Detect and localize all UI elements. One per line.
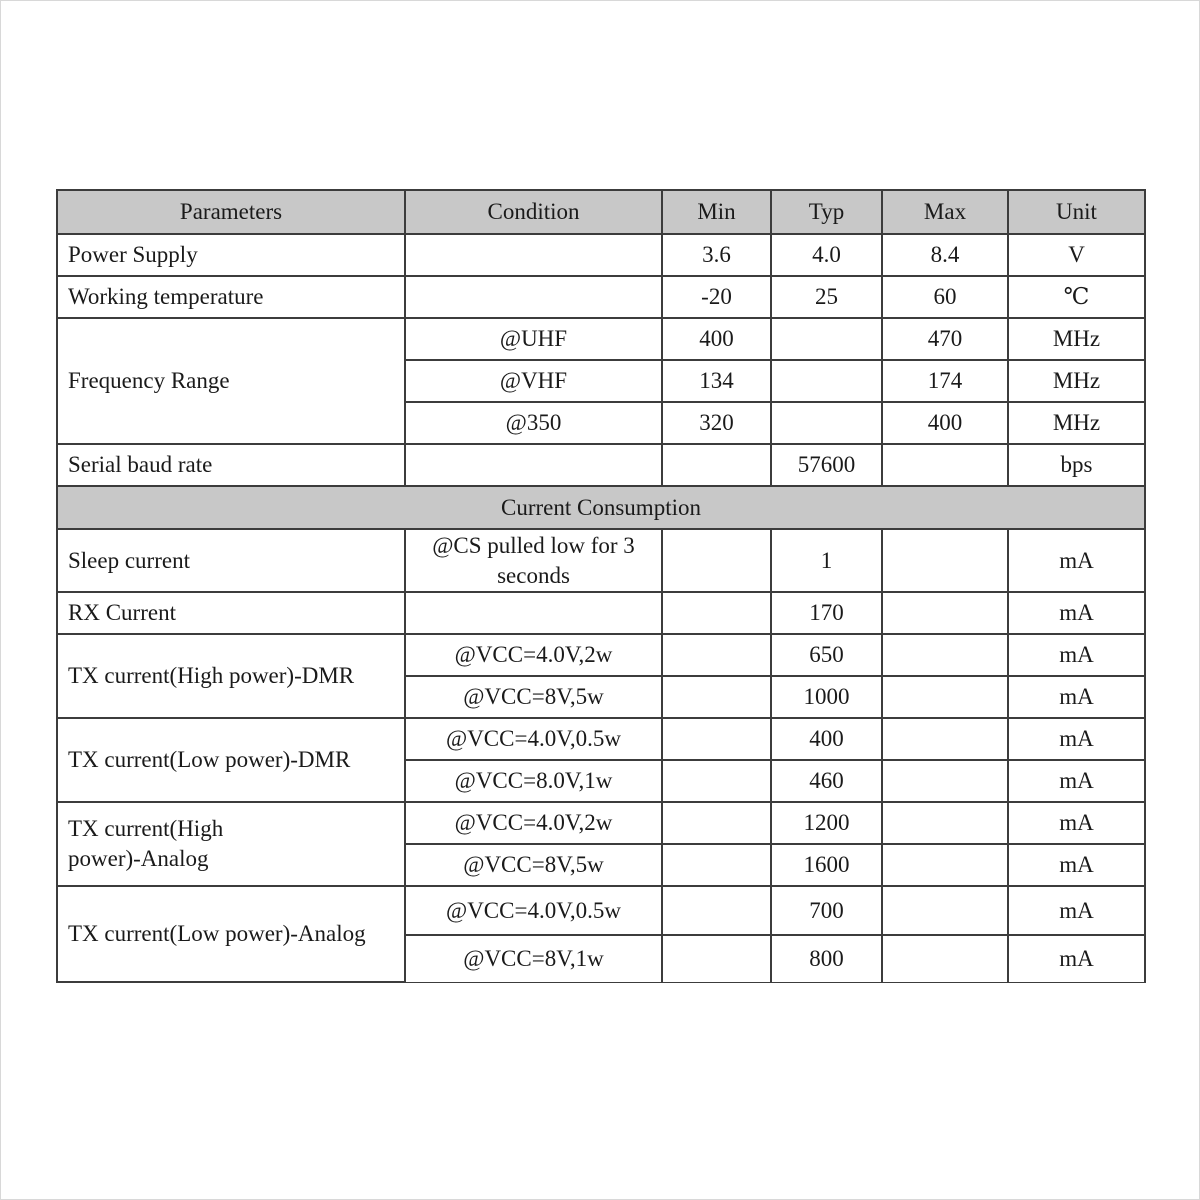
min-cell [662,676,771,718]
table-row [57,886,1145,935]
unit-cell: MHz [1008,360,1145,402]
unit-cell: mA [1008,886,1145,935]
unit-cell: MHz [1008,402,1145,444]
header-unit: Unit [1008,190,1145,234]
table-row [57,802,1145,844]
condition-cell: @350 [405,402,662,444]
header-parameters: Parameters [57,190,405,234]
condition-cell [405,276,662,318]
condition-cell: @VCC=8V,5w [405,676,662,718]
unit-cell: mA [1008,760,1145,802]
condition-cell: @CS pulled low for 3 seconds [405,529,662,592]
max-cell [882,935,1008,982]
min-cell [662,529,771,592]
max-cell [882,844,1008,886]
table-row [57,318,1145,360]
header-row [57,190,1145,234]
min-cell [662,760,771,802]
typ-cell: 1000 [771,676,882,718]
param-line: TX current(High [68,816,224,841]
min-cell: 320 [662,402,771,444]
header-max: Max [882,190,1008,234]
typ-cell [771,402,882,444]
condition-cell [405,444,662,486]
table-row [57,234,1145,276]
min-cell: 400 [662,318,771,360]
min-cell [662,592,771,634]
condition-cell: @VCC=8.0V,1w [405,760,662,802]
typ-cell: 1200 [771,802,882,844]
typ-cell: 460 [771,760,882,802]
unit-cell: bps [1008,444,1145,486]
table-row [57,718,1145,760]
typ-cell [771,318,882,360]
typ-cell: 57600 [771,444,882,486]
table-row [57,529,1145,592]
min-cell [662,886,771,935]
param-cell: TX current(High power)-DMR [57,634,405,718]
max-cell [882,444,1008,486]
typ-cell: 4.0 [771,234,882,276]
header-typ: Typ [771,190,882,234]
param-cell: RX Current [57,592,405,634]
unit-cell: mA [1008,844,1145,886]
condition-cell: @UHF [405,318,662,360]
param-cell: Sleep current [57,529,405,592]
min-cell [662,802,771,844]
param-cell: Power Supply [57,234,405,276]
typ-cell: 650 [771,634,882,676]
max-cell: 8.4 [882,234,1008,276]
min-cell [662,718,771,760]
unit-cell: mA [1008,802,1145,844]
max-cell [882,529,1008,592]
typ-cell: 1 [771,529,882,592]
spec-table [56,189,1146,983]
condition-cell: @VCC=4.0V,0.5w [405,886,662,935]
max-cell [882,634,1008,676]
condition-cell: @VCC=8V,1w [405,935,662,982]
min-cell [662,444,771,486]
unit-cell: mA [1008,676,1145,718]
typ-cell: 700 [771,886,882,935]
condition-cell: @VCC=4.0V,2w [405,634,662,676]
param-cell: Serial baud rate [57,444,405,486]
max-cell: 60 [882,276,1008,318]
min-cell [662,634,771,676]
min-cell [662,844,771,886]
unit-cell: MHz [1008,318,1145,360]
param-cell: TX current(Low power)-DMR [57,718,405,802]
min-cell [662,935,771,982]
param-line: power)-Analog [68,846,209,871]
condition-cell: @VCC=8V,5w [405,844,662,886]
section-title: Current Consumption [57,486,1145,529]
table-row [57,444,1145,486]
unit-cell: mA [1008,529,1145,592]
param-cell: TX current(Low power)-Analog [57,886,405,982]
param-cell: Working temperature [57,276,405,318]
param-cell [57,802,405,886]
typ-cell [771,360,882,402]
unit-cell: V [1008,234,1145,276]
condition-cell: @VCC=4.0V,2w [405,802,662,844]
typ-cell: 1600 [771,844,882,886]
max-cell: 174 [882,360,1008,402]
table-row [57,592,1145,634]
param-cell: Frequency Range [57,318,405,444]
condition-cell: @VHF [405,360,662,402]
unit-cell: mA [1008,634,1145,676]
typ-cell: 800 [771,935,882,982]
header-condition: Condition [405,190,662,234]
unit-cell: ℃ [1008,276,1145,318]
typ-cell: 170 [771,592,882,634]
header-min: Min [662,190,771,234]
min-cell: 3.6 [662,234,771,276]
condition-cell: @VCC=4.0V,0.5w [405,718,662,760]
min-cell: -20 [662,276,771,318]
unit-cell: mA [1008,592,1145,634]
condition-cell [405,592,662,634]
max-cell [882,886,1008,935]
max-cell [882,760,1008,802]
max-cell [882,676,1008,718]
max-cell [882,718,1008,760]
unit-cell: mA [1008,935,1145,982]
max-cell [882,592,1008,634]
section-row [57,486,1145,529]
unit-cell: mA [1008,718,1145,760]
typ-cell: 25 [771,276,882,318]
min-cell: 134 [662,360,771,402]
condition-cell [405,234,662,276]
max-cell: 470 [882,318,1008,360]
table-row [57,276,1145,318]
typ-cell: 400 [771,718,882,760]
max-cell: 400 [882,402,1008,444]
max-cell [882,802,1008,844]
table-row [57,634,1145,676]
